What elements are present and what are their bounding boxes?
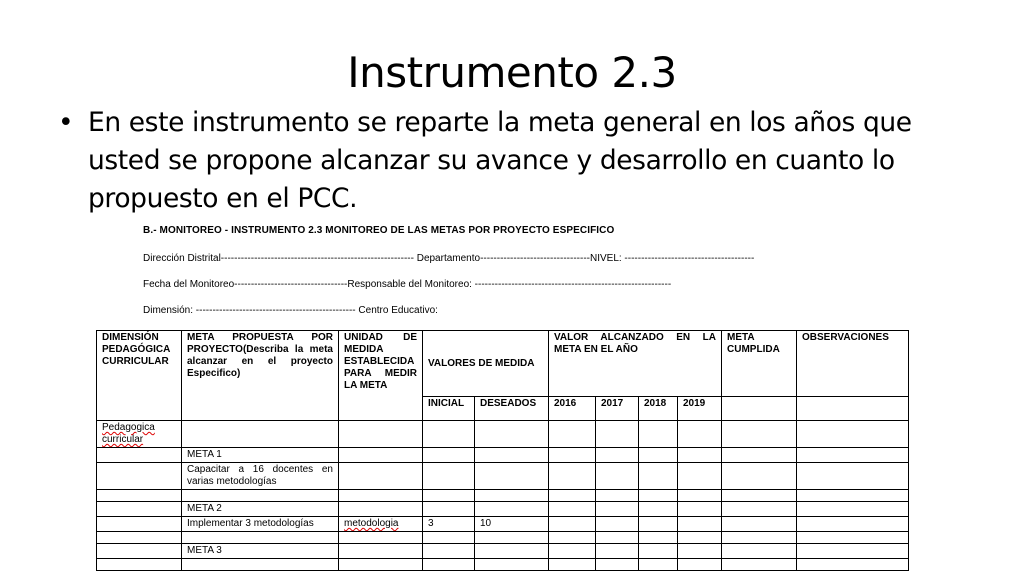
cell-meta-2-inicial: 3 [423, 517, 475, 532]
table-row [97, 559, 909, 571]
table-row [97, 502, 909, 517]
cell-meta-1-desc: Capacitar a 16 docentes en varias metodologías [182, 463, 339, 490]
cell-meta-2-desc: Implementar 3 metodologías [182, 517, 339, 532]
meta-2-unit-value: metodologia [344, 518, 399, 529]
table-row [97, 448, 909, 463]
subheader-year-2017: 2017 [596, 397, 639, 421]
subheader-year-2019: 2019 [678, 397, 722, 421]
cell-meta-2-deseados: 10 [475, 517, 549, 532]
table-row [97, 532, 909, 544]
header-observaciones: OBSERVACIONES [797, 331, 909, 397]
table-row [97, 544, 909, 559]
form-line-dimension: Dimensión: ------------------------------------------------ Centro Educativo: [143, 305, 438, 316]
header-meta-cumplida: META CUMPLIDA [722, 331, 797, 397]
form-line-fecha: Fecha del Monitoreo----------------------------------Responsable del Monitoreo: ----------------------------------------------------------- [143, 279, 672, 290]
slide-title: Instrumento 2.3 [347, 48, 677, 97]
cell-meta-2-unit [339, 517, 423, 532]
cell-meta-2: META 2 [182, 502, 339, 517]
dimension-value: Pedagogica curricular [102, 422, 155, 445]
subheader-inicial: INICIAL [423, 397, 475, 421]
bullet-point [58, 104, 978, 218]
subheader-year-2018: 2018 [639, 397, 678, 421]
header-valor-alcanzado: VALOR ALCANZADO EN LA META EN EL AÑO [549, 331, 722, 397]
table-row [97, 463, 909, 490]
header-valores-medida: VALORES DE MEDIDA [423, 331, 549, 397]
cell-dimension [97, 421, 182, 448]
table-row [97, 421, 909, 448]
metas-table [96, 330, 909, 571]
subheader-year-2016: 2016 [549, 397, 596, 421]
subheader-observaciones-empty [797, 397, 909, 421]
cell-meta-3: META 3 [182, 544, 339, 559]
form-line-direccion: Dirección Distrital---------------------------------------------------------- Departamento---------------------------------NIVEL: --------------------------------------- [143, 253, 755, 264]
header-unidad-medida: UNIDAD DE MEDIDA ESTABLECIDA PARA MEDIR LA META [339, 331, 423, 421]
header-dimension: DIMENSIÓN PEDAGÓGICA CURRICULAR [97, 331, 182, 421]
subheader-meta-cumplida-empty [722, 397, 797, 421]
cell-meta-1: META 1 [182, 448, 339, 463]
table-row [97, 517, 909, 532]
header-meta-propuesta: META PROPUESTA POR PROYECTO(Describa la meta alcanzar en el proyecto Especifico) [182, 331, 339, 421]
subheader-deseados: DESEADOS [475, 397, 549, 421]
table-row [97, 490, 909, 502]
bullet-text: En este instrumento se reparte la meta general en los años que usted se propone alcanzar su avance y desarrollo en cuanto lo propuesto en el PCC. [88, 107, 912, 214]
bullet-dot-icon: • [58, 107, 74, 138]
form-heading: B.- MONITOREO - INSTRUMENTO 2.3 MONITOREO DE LAS METAS POR PROYECTO ESPECIFICO [143, 225, 615, 236]
